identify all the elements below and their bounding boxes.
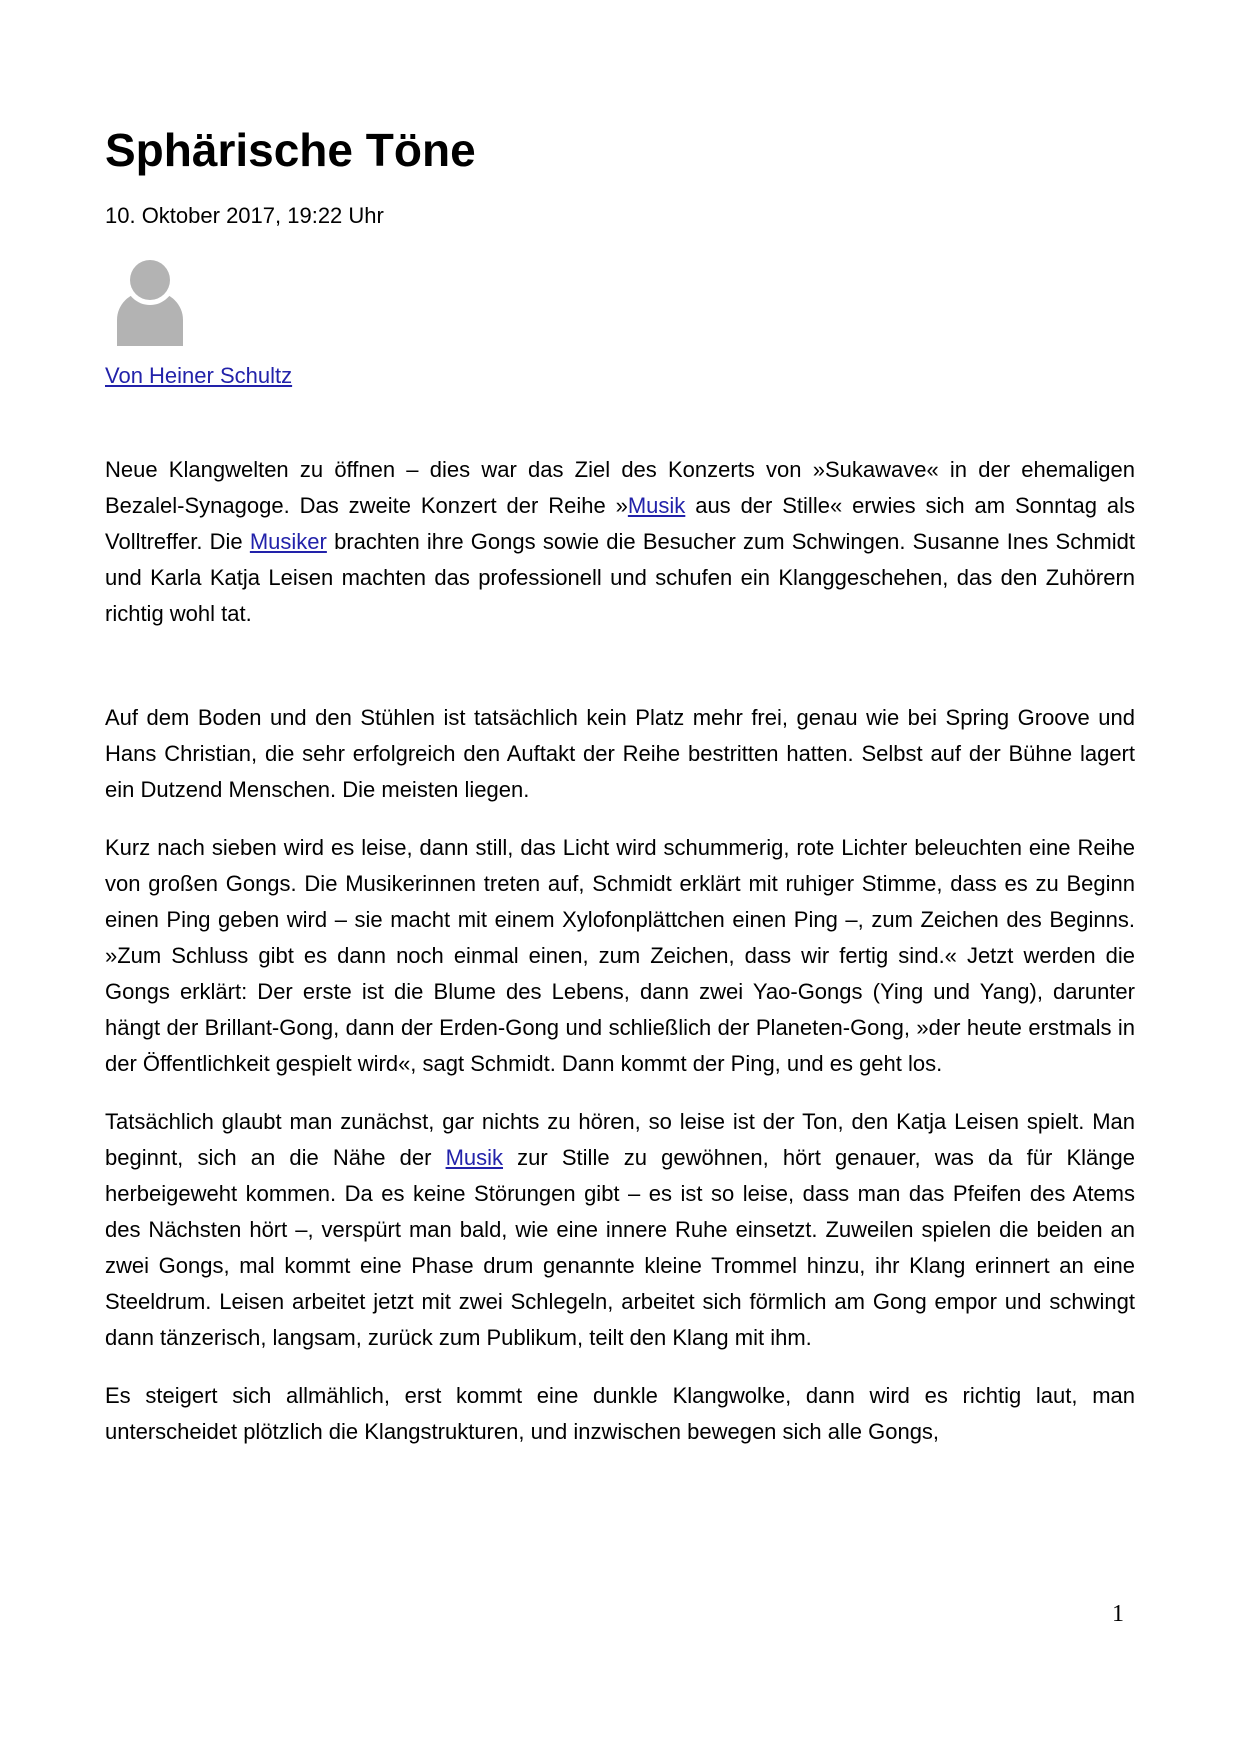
paragraph-text-segment: Tatsächlich glaubt man zunächst, gar nichts zu hören, so leise ist der Ton, den Katja Leisen spielt. Man beginnt, sich an die Nähe der: [105, 1109, 1135, 1170]
intro-text-segment: aus der Stille« erwies sich am Sonntag als Volltreffer. Die: [105, 493, 1135, 554]
author-link[interactable]: Von Heiner Schultz: [105, 363, 293, 388]
article-content: [105, 0, 1135, 1450]
inline-link-musik-2[interactable]: Musik: [445, 1145, 504, 1170]
paragraph-text-segment: zur Stille zu gewöhnen, hört genauer, was da für Klänge herbeigeweht kommen. Da es keine Störungen gibt – es ist so leise, dass man das Pfeifen des Atems des Nächsten hört –, verspürt man bald, wie eine innere Ruhe einsetzt. Zuweilen spielen die beiden an zwei Gongs, mal kommt eine Phase drum genannte kleine Trommel hinzu, ihr Klang erinnert an eine Steeldrum. Leisen arbeitet jetzt mit zwei Schlegeln, arbeitet sich förmlich am Gong empor und schwingt dann tänzerisch, langsam, zurück zum Publikum, teilt den Klang mit ihm.: [105, 1145, 1135, 1350]
inline-link-musik-1[interactable]: Musik: [627, 493, 686, 518]
page-number: 1: [1112, 1601, 1124, 1627]
body-paragraph: [105, 1104, 1135, 1356]
avatar-head-shape: [130, 260, 170, 300]
publish-date: 10. Oktober 2017, 19:22 Uhr: [105, 203, 384, 228]
avatar-torso-shape: [117, 292, 183, 346]
intro-text-segment: Neue Klangwelten zu öffnen – dies war das Ziel des Konzerts von »Sukawave« in der ehemaligen Bezalel-Synagoge. Das zweite Konzert der Reihe »: [105, 457, 1135, 518]
body-paragraph: Auf dem Boden und den Stühlen ist tatsächlich kein Platz mehr frei, genau wie bei Spring Groove und Hans Christian, die sehr erfolgreich den Auftakt der Reihe bestritten hatten. Selbst auf der Bühne lagert ein Dutzend Menschen. Die meisten liegen.: [105, 705, 1135, 802]
body-paragraph: Kurz nach sieben wird es leise, dann still, das Licht wird schummerig, rote Lichter beleuchten eine Reihe von großen Gongs. Die Musikerinnen treten auf, Schmidt erklärt mit ruhiger Stimme, dass es zu Beginn einen Ping geben wird – sie macht mit einem Xylofonplättchen einen Ping –, zum Zeichen des Beginns. »Zum Schluss gibt es dann noch einmal einen, zum Zeichen, dass wir fertig sind.« Jetzt werden die Gongs erklärt: Der erste ist die Blume des Lebens, dann zwei Yao-Gongs (Ying und Yang), darunter hängt der Brillant-Gong, dann der Erden-Gong und schließlich der Planeten-Gong, »der heute erstmals in der Öffentlichkeit gespielt wird«, sagt Schmidt. Dann kommt der Ping, und es geht los.: [105, 835, 1135, 1076]
inline-link-musiker[interactable]: Musiker: [249, 529, 327, 554]
body-paragraph: Es steigert sich allmählich, erst kommt eine dunkle Klangwolke, dann wird es richtig laut, man unterscheidet plötzlich die Klangstrukturen, und inzwischen bewegen sich alle Gongs,: [105, 1383, 1135, 1444]
page-title: Sphärische Töne: [105, 124, 476, 176]
user-avatar-icon: [117, 260, 183, 346]
intro-paragraph: [105, 452, 1135, 632]
intro-text-segment: brachten ihre Gongs sowie die Besucher zum Schwingen. Susanne Ines Schmidt und Karla Katja Leisen machten das professionell und schufen ein Klanggeschehen, das den Zuhörern richtig wohl tat.: [105, 529, 1135, 626]
